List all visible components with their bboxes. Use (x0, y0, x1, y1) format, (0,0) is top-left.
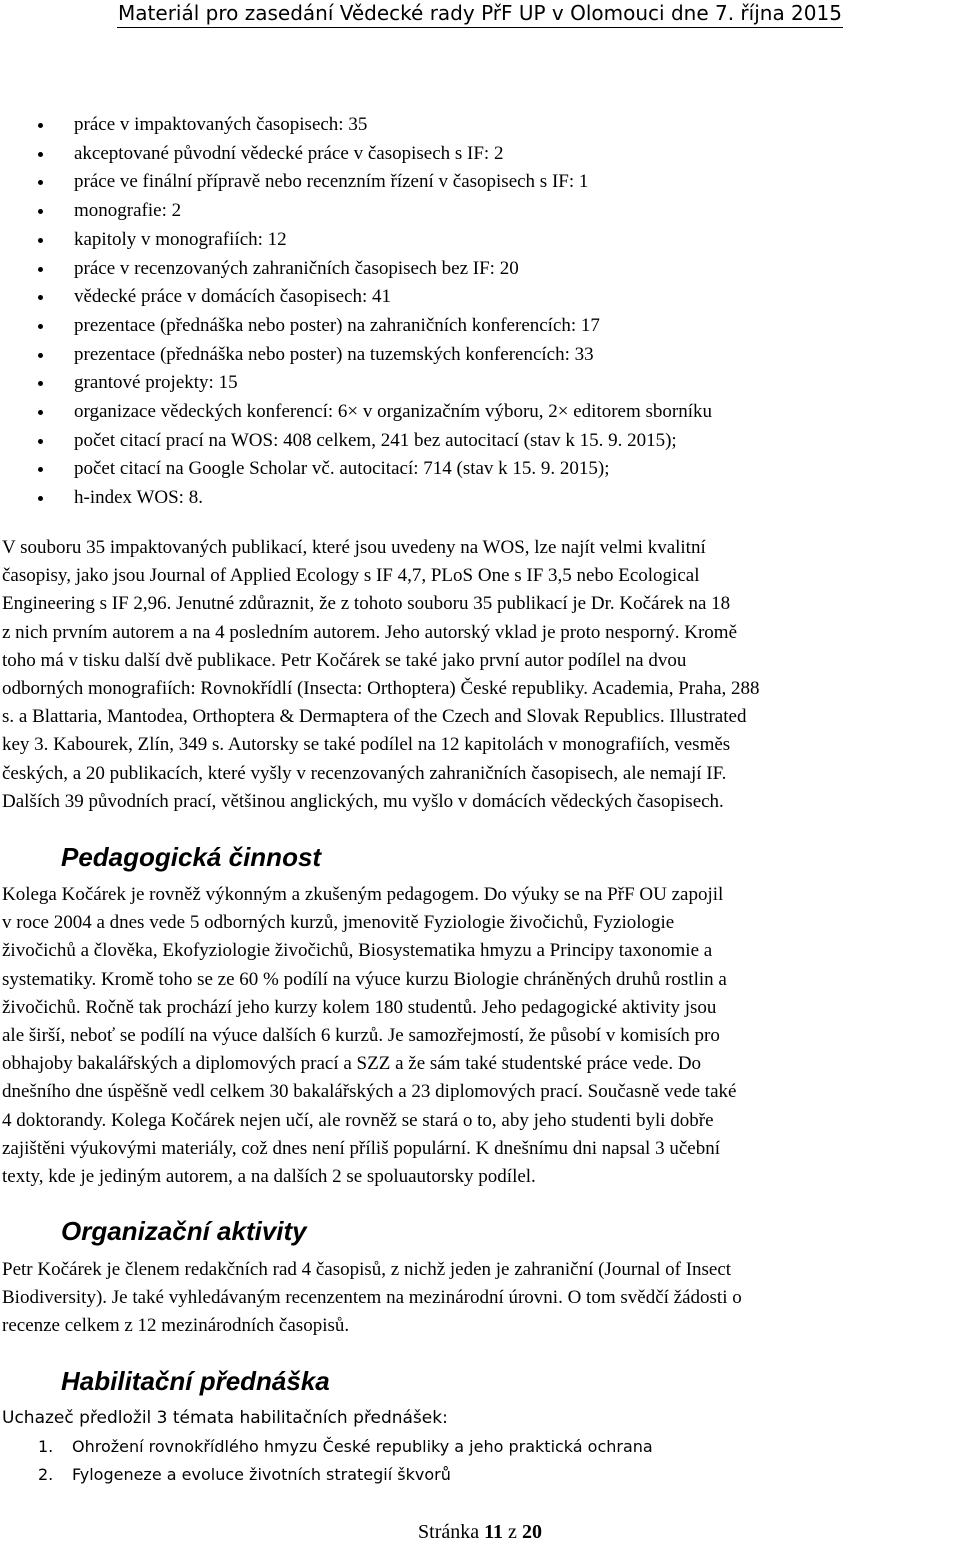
list-item: h-index WOS: 8. (0, 484, 712, 513)
section-heading-habilitation: Habilitační přednáška (61, 1366, 330, 1396)
list-item: grantové projekty: 15 (0, 369, 712, 398)
footer-page-number: 11 (484, 1521, 504, 1543)
habilitation-topic-list (0, 1433, 653, 1489)
publications-paragraph: V souboru 35 impaktovaných publikací, které jsou uvedeny na WOS, lze najít velmi kvalitní časopisy, jako jsou Journal of Applied Ecology s IF 4,7, PLoS One s IF 3,5 nebo Ecological Engineering s IF 2,96. Jenutné zdůraznit, že z tohoto souboru 35 publikací je Dr. Kočárek na 18 z nich prvním autorem a na 4 posledním autorem. Jeho autorský vklad je proto nesporný. Kromě toho má v tisku další dvě publikace. Petr Kočárek se také jako první autor podílel na dvou odborných monografiích: Rovnokřídlí (Insecta: Orthoptera) České republiky. Academia, Praha, 288 s. a Blattaria, Mantodea, Orthoptera & Dermaptera of the Czech and Slovak Republics. Illustrated key 3. Kabourek, Zlín, 349 s. Autorsky se také podílel na 12 kapitolách v monografiích, vesměs českých, a 20 publikacích, které vyšly v recenzovaných zahraničních časopisech, ale nemají IF. Dalších 39 původních prací, většinou anglických, mu vyšlo v domácích vědeckých časopisech. (2, 537, 760, 812)
pedagogical-paragraph: Kolega Kočárek je rovněž výkonným a zkušeným pedagogem. Do výuky se na PřF OU zapojil v roce 2004 a dnes vede 5 odborných kurzů, jmenovitě Fyziologie živočichů, Fyziologie živočichů a člověka, Ekofyziologie živočichů, Biosystematika hmyzu a Principy taxonomie a systematiky. Kromě toho se ze 60 % podílí na výuce kurzu Biologie chráněných druhů rostlin a živočichů. Ročně tak prochází jeho kurzy kolem 180 studentů. Jeho pedagogické aktivity jsou ale širší, neboť se podílí na výuce dalších 6 kurzů. Je samozřejmostí, že působí v komisích pro obhajoby bakalářských a diplomových prací a SZZ a že sám také studentské práce vede. Do dnešního dne úspěšně vedl celkem 30 bakalářských a 23 diplomových prací. Současně vede také 4 doktorandy. Kolega Kočárek nejen učí, ale rovněž se stará o to, aby jeho studenti byli dobře zajištěni výukovými materiály, což dnes není příliš populární. K dnešnímu dni napsal 3 učební texty, kde je jediným autorem, a na dalších 2 se spoluautorsky podílel. (2, 884, 737, 1188)
bullet-icon (38, 152, 43, 157)
bullet-icon (38, 410, 43, 415)
footer-prefix: Stránka (418, 1521, 480, 1543)
list-item: akceptované původní vědecké práce v časopisech s IF: 2 (0, 140, 712, 169)
list-item: práce ve finální přípravě nebo recenzním řízení v časopisech s IF: 1 (0, 168, 712, 197)
bullet-icon (38, 123, 43, 128)
list-item: počet citací prací na WOS: 408 celkem, 241 bez autocitací (stav k 15. 9. 2015); (0, 427, 712, 456)
list-item: monografie: 2 (0, 197, 712, 226)
footer-separator: z (508, 1521, 517, 1543)
statistics-bullet-list (0, 111, 712, 513)
bullet-icon (38, 209, 43, 214)
list-item: práce v impaktovaných časopisech: 35 (0, 111, 712, 140)
bullet-icon (38, 439, 43, 444)
bullet-icon (38, 180, 43, 185)
list-item: prezentace (přednáška nebo poster) na tuzemských konferencích: 33 (0, 341, 712, 370)
bullet-icon (38, 353, 43, 358)
footer-total-pages: 20 (521, 1521, 542, 1543)
bullet-icon (38, 295, 43, 300)
header-underline (117, 27, 843, 28)
bullet-icon (38, 324, 43, 329)
list-item: 1. Ohrožení rovnokřídlého hmyzu České republiky a jeho praktická ochrana (38, 1437, 653, 1456)
bullet-icon (38, 381, 43, 386)
page-footer (0, 1520, 960, 1544)
list-item: 2. Fylogeneze a evoluce životních strategií škvorů (38, 1465, 451, 1484)
organizational-paragraph: Petr Kočárek je členem redakčních rad 4 časopisů, z nichž jeden je zahraniční (Journal of Insect Biodiversity). Je také vyhledávaným recenzentem na mezinárodní úrovni. O tom svědčí žádosti o recenze celkem z 12 mezinárodních časopisů. (2, 1259, 742, 1337)
list-item: kapitoly v monografiích: 12 (0, 226, 712, 255)
habilitation-intro: Uchazeč předložil 3 témata habilitačních přednášek: (2, 1408, 448, 1428)
list-item: počet citací na Google Scholar vč. autocitací: 714 (stav k 15. 9. 2015); (0, 455, 712, 484)
list-item: práce v recenzovaných zahraničních časopisech bez IF: 20 (0, 255, 712, 284)
bullet-icon (38, 467, 43, 472)
list-item: vědecké práce v domácích časopisech: 41 (0, 283, 712, 312)
bullet-icon (38, 496, 43, 501)
section-heading-organizational: Organizační aktivity (61, 1216, 307, 1246)
page-header: Materiál pro zasedání Vědecké rady PřF UP v Olomouci dne 7. října 2015 (118, 1, 842, 25)
section-heading-pedagogical: Pedagogická činnost (61, 842, 322, 872)
list-item: organizace vědeckých konferencí: 6× v organizačním výboru, 2× editorem sborníku (0, 398, 712, 427)
bullet-icon (38, 238, 43, 243)
bullet-icon (38, 267, 43, 272)
list-item: prezentace (přednáška nebo poster) na zahraničních konferencích: 17 (0, 312, 712, 341)
